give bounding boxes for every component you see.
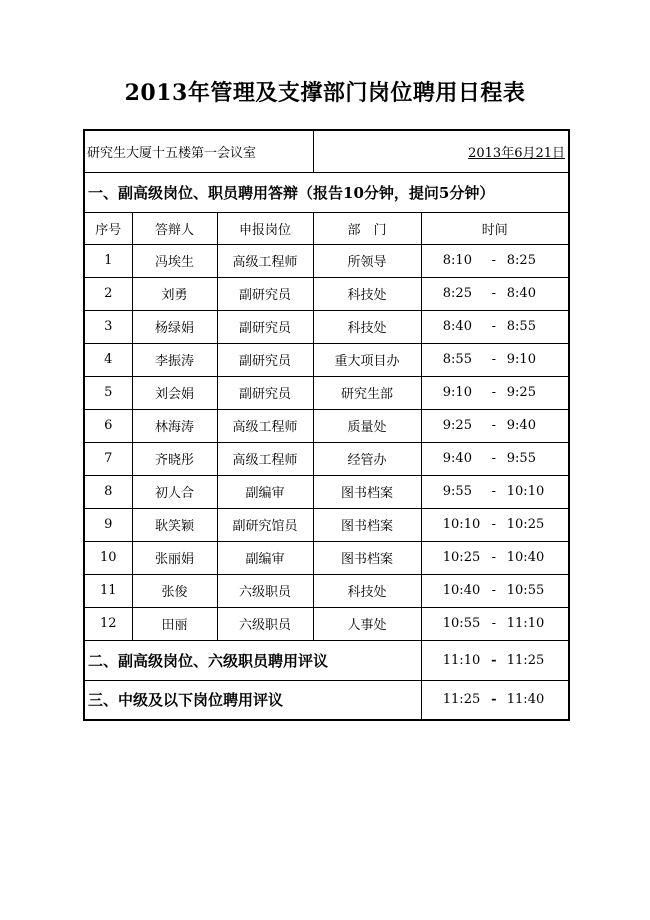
row-time [421,607,569,640]
row-dept: 质量处 [313,409,421,442]
row-number: 4 [84,343,132,376]
row-name: 张俊 [132,574,217,607]
row-time-sep: - [491,583,496,598]
row-time [421,541,569,574]
row-number: 8 [84,475,132,508]
row-time [421,508,569,541]
row-number: 9 [84,508,132,541]
location-cell [84,130,313,172]
row-time-end: 10:55 [506,583,545,598]
table-row [84,607,569,640]
table-row [84,244,569,277]
row-time-sep: - [491,484,496,499]
table-row [84,343,569,376]
info-row [84,130,569,172]
row-number: 7 [84,442,132,475]
row-name: 李振涛 [132,343,217,376]
row-time-start: 9:10 [442,385,472,400]
row-position: 副研究员 [217,376,313,409]
section2-time-sep: - [491,652,497,668]
row-time-end: 9:55 [506,451,536,466]
header-no: 序号 [84,212,132,244]
row-number: 10 [84,541,132,574]
row-dept: 经管办 [313,442,421,475]
section3-time [421,680,569,720]
row-dept: 图书档案 [313,541,421,574]
row-name: 齐晓彤 [132,442,217,475]
row-position: 高级工程师 [217,442,313,475]
row-time-start: 10:25 [442,550,481,565]
row-name: 初人合 [132,475,217,508]
row-time-start: 10:55 [442,616,481,631]
row-time-end: 11:10 [506,616,545,631]
schedule-table [83,129,570,721]
table-row [84,574,569,607]
row-number: 6 [84,409,132,442]
section3-time-end: 11:40 [506,692,545,708]
row-position: 副编审 [217,541,313,574]
row-time-sep: - [491,319,496,334]
row-time-end: 9:40 [506,418,536,433]
row-time-sep: - [491,517,496,532]
row-time-start: 10:10 [442,517,481,532]
row-number: 2 [84,277,132,310]
row-name: 张丽娟 [132,541,217,574]
table-row [84,475,569,508]
section3-time-sep: - [491,692,497,708]
header-row [84,212,569,244]
header-dept: 部 门 [313,212,421,244]
row-time-start: 8:25 [442,286,472,301]
table-row [84,376,569,409]
section1-title: 一、副高级岗位、职员聘用答辩（报告10分钟，提问5分钟） [84,172,569,212]
row-time [421,442,569,475]
row-dept: 人事处 [313,607,421,640]
row-position: 副研究馆员 [217,508,313,541]
date-cell [313,130,569,172]
row-time-sep: - [491,451,496,466]
date-text: 2013年6月21日 [468,145,566,161]
section3-title: 三、中级及以下岗位聘用评议 [84,680,421,720]
row-time-start: 8:55 [442,352,472,367]
row-name: 林海涛 [132,409,217,442]
row-time-start: 9:25 [442,418,472,433]
row-position: 高级工程师 [217,244,313,277]
row-time-start: 10:40 [442,583,481,598]
location-text: 研究生大厦十五楼第一会议室 [87,145,257,161]
row-name: 刘会娟 [132,376,217,409]
section3-row [84,680,569,720]
row-number: 11 [84,574,132,607]
section1-row [84,172,569,212]
row-position: 六级职员 [217,574,313,607]
row-time-start: 8:10 [442,253,472,268]
row-time-sep: - [491,286,496,301]
row-time-sep: - [491,352,496,367]
table-row [84,541,569,574]
row-time-start: 8:40 [442,319,472,334]
row-number: 12 [84,607,132,640]
section2-time [421,640,569,680]
row-dept: 科技处 [313,277,421,310]
row-time-start: 9:55 [442,484,472,499]
row-position: 副研究员 [217,310,313,343]
page-title: 2013年管理及支撑部门岗位聘用日程表 [124,80,526,106]
row-dept: 所领导 [313,244,421,277]
row-time [421,376,569,409]
row-time [421,244,569,277]
table-row [84,409,569,442]
section3-time-start: 11:25 [442,692,481,708]
row-name: 耿笑颖 [132,508,217,541]
row-number: 1 [84,244,132,277]
section2-row [84,640,569,680]
row-number: 5 [84,376,132,409]
row-position: 副编审 [217,475,313,508]
section2-time-start: 11:10 [442,652,481,668]
row-time-sep: - [491,253,496,268]
row-time-sep: - [491,418,496,433]
row-time-end: 8:55 [506,319,536,334]
header-time: 时间 [421,212,569,244]
section2-time-end: 11:25 [506,652,545,668]
row-position: 高级工程师 [217,409,313,442]
row-time-end: 10:40 [506,550,545,565]
row-time-start: 9:40 [442,451,472,466]
header-name: 答辩人 [132,212,217,244]
row-time [421,475,569,508]
row-time-end: 8:40 [506,286,536,301]
row-time-sep: - [491,385,496,400]
header-position: 申报岗位 [217,212,313,244]
table-row [84,508,569,541]
row-name: 田丽 [132,607,217,640]
section2-title: 二、副高级岗位、六级职员聘用评议 [84,640,421,680]
row-time-end: 9:25 [506,385,536,400]
table-row [84,277,569,310]
row-dept: 图书档案 [313,475,421,508]
table-row [84,310,569,343]
row-dept: 科技处 [313,310,421,343]
row-position: 六级职员 [217,607,313,640]
row-time [421,409,569,442]
row-dept: 重大项目办 [313,343,421,376]
row-dept: 科技处 [313,574,421,607]
row-time-end: 9:10 [506,352,536,367]
row-position: 副研究员 [217,277,313,310]
row-position: 副研究员 [217,343,313,376]
row-time-end: 10:10 [506,484,545,499]
row-time-sep: - [491,616,496,631]
row-time-end: 8:25 [506,253,536,268]
row-dept: 图书档案 [313,508,421,541]
row-time-end: 10:25 [506,517,545,532]
row-dept: 研究生部 [313,376,421,409]
row-name: 杨绿娟 [132,310,217,343]
table-row [84,442,569,475]
row-name: 刘勇 [132,277,217,310]
row-time [421,343,569,376]
row-time [421,277,569,310]
row-time-sep: - [491,550,496,565]
row-name: 冯埃生 [132,244,217,277]
row-time [421,310,569,343]
row-time [421,574,569,607]
row-number: 3 [84,310,132,343]
